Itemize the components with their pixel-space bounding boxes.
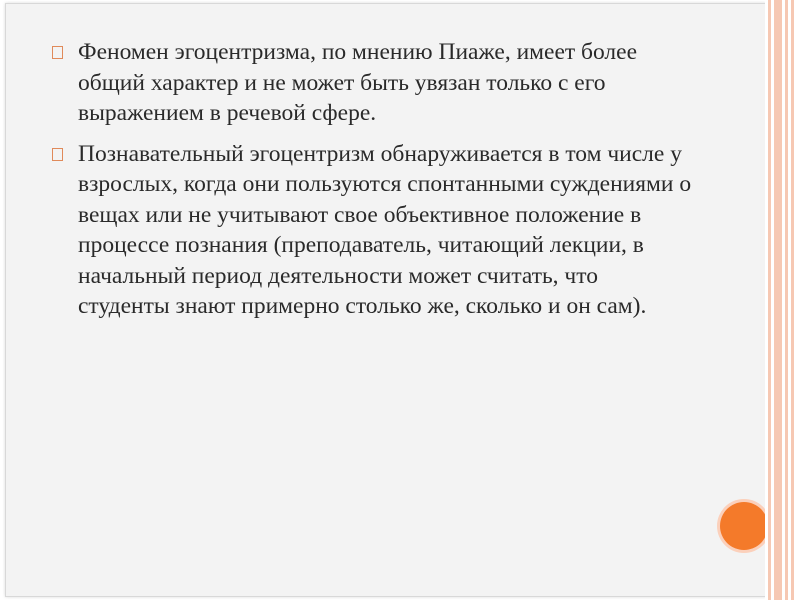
stripe bbox=[785, 0, 788, 600]
bullet-text: Феномен эгоцентризма, по мнению Пиаже, имеет более общий характер и не может быть увязан только с его выражением в речевой сфере. bbox=[78, 39, 638, 126]
stripe bbox=[774, 0, 782, 600]
orange-accent-circle bbox=[720, 502, 768, 550]
hollow-square-bullet-icon bbox=[52, 46, 63, 59]
bullet-list bbox=[52, 37, 692, 332]
bullet-text: Познавательный эгоцентризм обнаруживается в том числе у взрослых, когда они пользуются спонтанными суждениями о вещах или не учитывают свое объективное положение в процессе познания (преподаватель, читающий лекции, в начальный период деятельности может считать, что студенты знают примерно столько же, сколько и он сам). bbox=[78, 140, 692, 319]
bullet-item bbox=[52, 139, 692, 322]
stripe bbox=[768, 0, 771, 600]
decorative-stripe-bar bbox=[765, 0, 800, 600]
stripe bbox=[791, 0, 794, 600]
content-frame bbox=[5, 3, 767, 597]
hollow-square-bullet-icon bbox=[52, 148, 63, 161]
bullet-item bbox=[52, 37, 692, 129]
